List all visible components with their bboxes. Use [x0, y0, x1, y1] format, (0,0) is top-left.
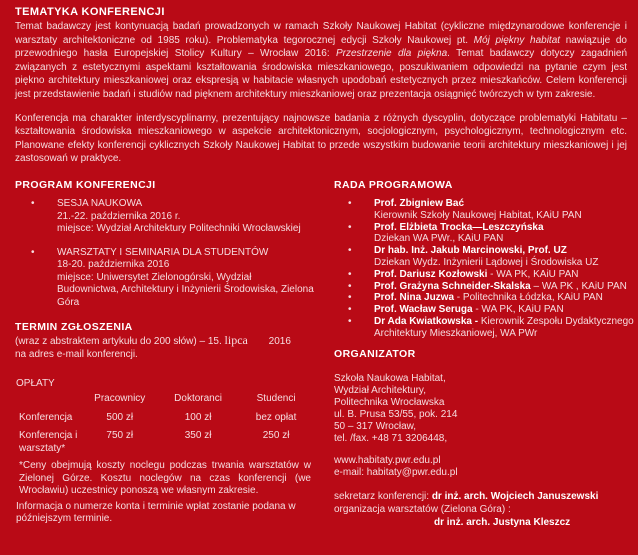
text: Temat badawczy jest kontynuacją badań prowadzonych w ramach Szkoły Naukowej Habitat (cykliczne międzynarodowe konferencje i warsztaty architektoniczne od 1985 roku). Problematyka tegorocznej edycji Szkoły Naukowej pt.: [15, 21, 627, 46]
workshop-organizer-name: dr inż. arch. Justyna Kleszcz: [434, 516, 571, 528]
board-member: [348, 315, 634, 340]
right-column: [334, 179, 634, 529]
column-header: Pracownicy: [94, 393, 146, 404]
board-member: [348, 221, 634, 246]
board-member: [348, 268, 634, 281]
cell: bez opłat: [255, 411, 297, 423]
theme-paragraph-2: Konferencja ma charakter interdyscyplinarny, prezentujący najnowsze badania z różnych dyscyplin, dotyczące problematyki Habitatu – kształtowania środowiska mieszkaniowego w aspekcie architektonicznym, socjologicznym, psychologicznym, technologicznym etc. Planowane efekty konferencji cyklicznych Szkoły Naukowej Habitat to przede wszystkim budowanie teorii architektury mieszkaniowej i jej zastosowań w praktyce.: [15, 112, 627, 165]
bullet-icon: •: [348, 221, 352, 233]
member-name: Dr Ada Kwiatkowska -: [374, 315, 479, 327]
deadline-year: 2016: [268, 336, 291, 347]
bullet-icon: •: [31, 246, 35, 258]
text: nawiązuje do przewodniego hasła Europejskiej Stolicy Kultury – Wrocław 2016:: [15, 34, 627, 60]
address-line: ul. B. Prusa 53/55, pok. 214: [334, 408, 458, 420]
program-item-name: SESJA NAUKOWA: [57, 198, 143, 209]
cell: 500 zł: [106, 411, 134, 423]
board-member: [348, 198, 634, 222]
address-line: 50 – 317 Wrocław,: [334, 420, 417, 432]
member-role: - WA PK, KAiU PAN: [472, 304, 564, 316]
cell: 250 zł: [262, 430, 290, 441]
address-line: tel. /fax. +48 71 3206448,: [334, 432, 448, 444]
workshop-label: organizacja warsztatów (Zielona Góra) :: [334, 503, 511, 515]
member-name: Prof. Nina Juzwa: [374, 292, 455, 304]
program-item-name: WARSZTATY I SEMINARIA DLA STUDENTÓW: [57, 246, 269, 258]
bullet-icon: •: [348, 280, 352, 292]
address-line: Wydział Architektury,: [334, 384, 426, 396]
program-item-date: 21.-22. października 2016 r.: [57, 210, 181, 222]
secretary-label: sekretarz konferencji:: [334, 490, 432, 502]
italic-title: Mój piękny habitat: [473, 34, 561, 46]
board-member: [348, 304, 634, 316]
program-item: [31, 198, 315, 236]
member-role: Kierownik Zespołu Dydaktycznego Architektury Mieszkaniowej, WA PWr: [374, 315, 634, 339]
fees-info: Informacja o numerze konta i terminie wpłat zostanie podana w późniejszym terminie.: [16, 500, 296, 524]
theme-title: TEMATYKA KONFERENCJI: [15, 6, 165, 18]
member-name: Prof. Dariusz Kozłowski: [374, 268, 488, 280]
member-name: Prof. Wacław Seruga: [374, 304, 473, 316]
bullet-icon: •: [348, 292, 352, 304]
address-line: Szkoła Naukowa Habitat,: [334, 372, 446, 384]
left-column: [15, 179, 315, 526]
program-title: PROGRAM KONFERENCJI: [15, 179, 156, 191]
column-header: Doktoranci: [174, 393, 222, 404]
fees-title: OPŁATY: [16, 378, 55, 389]
bullet-icon: •: [348, 198, 352, 209]
fees-note: *Ceny obejmują kosztу noclegu podczas trwania warsztatów w Zielonej Górze. Kosztu noclegów na czas konferencji (we Wrocławiu) uczestnicy ponoszą we własnym zakresie.: [19, 460, 311, 496]
bullet-icon: •: [348, 268, 352, 280]
address-line: Politechnika Wrocławska: [334, 396, 445, 408]
board-member: [348, 245, 634, 269]
member-name: Prof. Grażyna Schneider-Skalska: [374, 280, 531, 292]
board-title: RADA PROGRAMOWA: [334, 179, 453, 191]
secretary-name: dr inż. arch. Wojciech Januszewski: [431, 490, 599, 502]
deadline-text: [15, 334, 315, 361]
italic-title: Przestrzenie dla piękna: [335, 48, 448, 60]
member-role: Dziekan Wydz. Inżynierii Lądowej i Środowiska UZ: [374, 256, 599, 268]
cell: 100 zł: [184, 411, 212, 423]
table-row: [19, 412, 315, 425]
program-item-date: 18-20. października 2016: [57, 259, 170, 270]
table-header: [19, 393, 315, 406]
member-name: Dr hab. Inż. Jakub Marcinowski, Prof. UZ: [374, 245, 567, 257]
theme-section: [15, 6, 627, 166]
bullet-icon: •: [348, 304, 352, 316]
deadline-month: lipca: [224, 333, 248, 347]
member-role: Kierownik Szkoły Naukowej Habitat, KAiU PAN: [374, 209, 582, 221]
member-role: - Politechnika Łódzka, KAiU PAN: [454, 292, 603, 304]
email-link[interactable]: e-mail: habitaty@pwr.edu.pl: [334, 466, 458, 478]
organizer-contacts: [334, 455, 634, 479]
organizer-title: ORGANIZATOR: [334, 347, 416, 360]
program-item-place: miejsce: Uniwersytet Zielonogórski, Wydział Budownictwa, Architektury i Inżynierii Środowiska, Zielona Góra: [57, 271, 314, 308]
website-link[interactable]: www.habitaty.pwr.edu.pl: [334, 454, 441, 466]
member-name: Prof. Elżbieta Trocka—Leszczyńska: [374, 221, 544, 233]
board-list: [348, 198, 634, 340]
organizer-address: [334, 373, 634, 445]
member-name: Prof. Zbigniew Bać: [374, 198, 465, 209]
member-role: Dziekan WA PWr., KAiU PAN: [374, 233, 504, 245]
row-label: Konferencja i warsztaty*: [19, 430, 78, 454]
board-member: [348, 280, 634, 293]
bullet-icon: •: [348, 245, 352, 257]
member-role: – WA PK , KAiU PAN: [530, 280, 627, 292]
theme-paragraph-1: [15, 20, 627, 102]
deadline-line: (wraz z abstraktem artykułu do 200 słów) – 15.: [15, 336, 222, 347]
cell: 750 zł: [106, 430, 134, 441]
program-item-place: miejsce: Wydział Architektury Politechniki Wrocławskiej: [57, 223, 301, 234]
program-item: [31, 246, 315, 310]
program-list: [31, 198, 315, 309]
cell: 350 zł: [184, 430, 212, 441]
bullet-icon: •: [348, 315, 352, 327]
organizer-staff: [334, 490, 634, 529]
member-role: - WA PK, KAiU PAN: [487, 268, 579, 280]
board-member: [348, 292, 634, 304]
fees-table: [19, 393, 315, 455]
deadline-title: TERMIN ZGŁOSZENIA: [15, 321, 133, 333]
deadline-line: na adres e-mail konferencji.: [15, 349, 138, 360]
bullet-icon: •: [31, 198, 35, 209]
table-row: [19, 430, 315, 455]
text: . Temat badawczy dotyczy zagadnień związanych z estetycznymi aspektami kształtowania środowiska mieszkaniowego, poszukiwaniem odpowiedzi na pytanie czym jest piękno architektury mieszkaniowej oraz ekspresją w habitacie własnych upodobań estetycznych przez mieszkańców. Celem konferencji jest przedstawienie badań i studiów nad pięknem architektury mieszkaniowej oraz prezentacja osiągnięć twórczych w tym zakresie.: [15, 48, 628, 100]
row-label: Konferencja: [19, 411, 73, 423]
column-header: Studenci: [256, 393, 296, 404]
